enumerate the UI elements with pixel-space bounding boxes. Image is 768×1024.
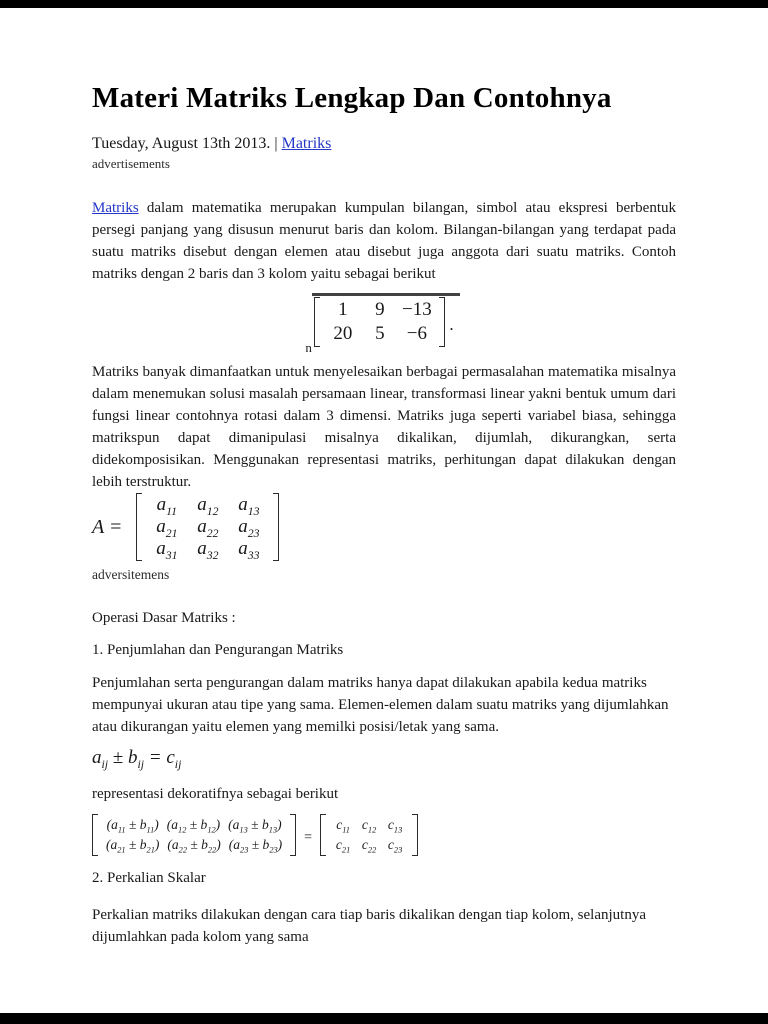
bottom-letterbox-bar — [0, 1013, 768, 1024]
right-bracket — [412, 814, 418, 856]
matrix-row — [324, 298, 435, 322]
decorative-representation-figure — [92, 814, 676, 856]
intro-paragraph-text: dalam matematika merupakan kumpulan bilangan, simbol atau ekspresi berbentuk persegi panjang yang disusun menurut baris dan kolom. Bilangan-bilangan yang terdapat pada suatu matriks disebut dengan elemen atau disebut juga anggota dari suatu matriks. Contoh matriks dengan 2 baris dan 3 kolom yaitu sebagai berikut — [92, 200, 676, 282]
matriks-inline-link[interactable]: Matriks — [92, 200, 139, 216]
matrix-row — [324, 322, 435, 346]
addition-paragraph: Penjumlahan serta pengurangan dalam matriks hanya dapat dilakukan apabila kedua matriks mempunyai ukuran atau tipe yang sama. Elemen-elemen dalam suatu matriks yang dijumlahkan atau dikurangan yaitu elemen yang memilki posisi/letak yang sama. — [92, 675, 669, 735]
matrix-cell: $(a_{12} \pm b_{12})$ — [166, 817, 221, 835]
advertisements-label: advertisements — [92, 156, 170, 171]
top-letterbox-bar — [0, 0, 768, 8]
matrix-cell: $(a_{22} \pm b_{22})$ — [167, 837, 221, 855]
matrix-cell: $c_{21}$ — [335, 837, 351, 855]
right-bracket — [290, 814, 296, 856]
matrix-a-lhs: A = — [92, 515, 123, 538]
matrix-cell: −13 — [402, 299, 432, 320]
matrix-cell: $c_{13}$ — [387, 817, 403, 835]
post-date: Tuesday, August 13th 2013. | — [92, 135, 278, 152]
matrix-corner-label: n — [305, 340, 312, 355]
matrix-cell: $a_{33}$ — [238, 538, 260, 562]
matrix-cell: $(a_{11} \pm b_{11})$ — [106, 817, 159, 835]
matrix-cell: −6 — [406, 323, 427, 344]
matrix-row — [330, 835, 408, 855]
matrix-cell: $a_{31}$ — [156, 538, 178, 562]
matrix-a-figure — [92, 493, 676, 561]
matrix-a — [136, 493, 279, 561]
matrix-row — [102, 835, 286, 855]
matrix-row — [146, 538, 269, 560]
representation-caption: representasi dekoratifnya sebagai berikut — [92, 786, 339, 802]
matrix-cell: $(a_{23} \pm b_{23})$ — [228, 837, 283, 855]
adversitemens-label: adversitemens — [92, 567, 170, 582]
elementwise-formula: $a_{ij} \pm b_{ij} = c_{ij}$ — [92, 747, 182, 771]
matrix-cell: $a_{13}$ — [238, 494, 260, 518]
article-content — [92, 8, 676, 948]
matrix-row — [146, 494, 269, 516]
matrix-cell: 5 — [375, 323, 385, 344]
matrix-cell: $a_{23}$ — [238, 516, 260, 540]
matrix-example-body — [320, 297, 439, 347]
page-title: Materi Matriks Lengkap Dan Contohnya — [92, 82, 612, 114]
matrix-cell: $c_{11}$ — [336, 817, 350, 835]
matrix-cell: $a_{21}$ — [156, 516, 178, 540]
matrix-row — [330, 815, 408, 835]
sum-matrix-body — [98, 814, 290, 856]
right-bracket — [439, 297, 445, 347]
trailing-period: . — [449, 315, 454, 334]
uses-paragraph: Matriks banyak dimanfaatkan untuk menyelesaikan berbagai permasalahan matematika misalnya dalam menemukan solusi masalah persamaan linear, transformasi linear yakni bentuk umum dari fungsi linear contohnya rotasi dalam 3 dimensi. Matriks juga seperti variabel biasa, sehingga matrikspun dapat dimanipulasi misalnya dikalikan, dijumlah, dikurangkan, serta didekomposisikan. Menggunakan representasi matriks, perhitungan dapat dilakukan dengan lebih terstruktur. — [92, 364, 676, 490]
matrix-cell: $c_{22}$ — [361, 837, 377, 855]
matrix-cell: $a_{11}$ — [156, 494, 178, 518]
operations-heading: Operasi Dasar Matriks : — [92, 610, 236, 626]
result-matrix — [320, 814, 418, 856]
matrix-row — [102, 815, 286, 835]
matrix-example — [305, 297, 445, 355]
matrix-cell: 9 — [375, 299, 385, 320]
multiplication-paragraph: Perkalian matriks dilakukan dengan cara tiap baris dikalikan dengan tiap kolom, selanjutnya dijumlahkan pada kolom yang sama — [92, 907, 646, 945]
matrix-row — [146, 516, 269, 538]
section2-heading: 2. Perkalian Skalar — [92, 870, 206, 886]
right-bracket — [273, 493, 279, 561]
equals-sign: = — [304, 830, 313, 845]
matrix-cell: $a_{12}$ — [197, 494, 219, 518]
matrix-cell: $(a_{21} \pm b_{21})$ — [106, 837, 160, 855]
sum-matrix — [92, 814, 296, 856]
matrix-example-figure — [92, 297, 676, 355]
result-matrix-body — [326, 814, 412, 856]
matrix-a-body — [142, 493, 273, 561]
matrix-cell: 20 — [333, 323, 353, 344]
matrix-cell: $c_{23}$ — [387, 837, 403, 855]
matrix-cell: $c_{12}$ — [361, 817, 377, 835]
post-meta — [92, 134, 676, 154]
matrix-cell: $(a_{13} \pm b_{13})$ — [228, 817, 282, 835]
matrix-cell: $a_{32}$ — [197, 538, 219, 562]
section1-heading: 1. Penjumlahan dan Pengurangan Matriks — [92, 642, 344, 658]
matrix-cell: $a_{22}$ — [197, 516, 219, 540]
intro-paragraph — [92, 197, 676, 285]
matrix-cell: 1 — [338, 299, 348, 320]
category-link[interactable]: Matriks — [281, 135, 332, 152]
